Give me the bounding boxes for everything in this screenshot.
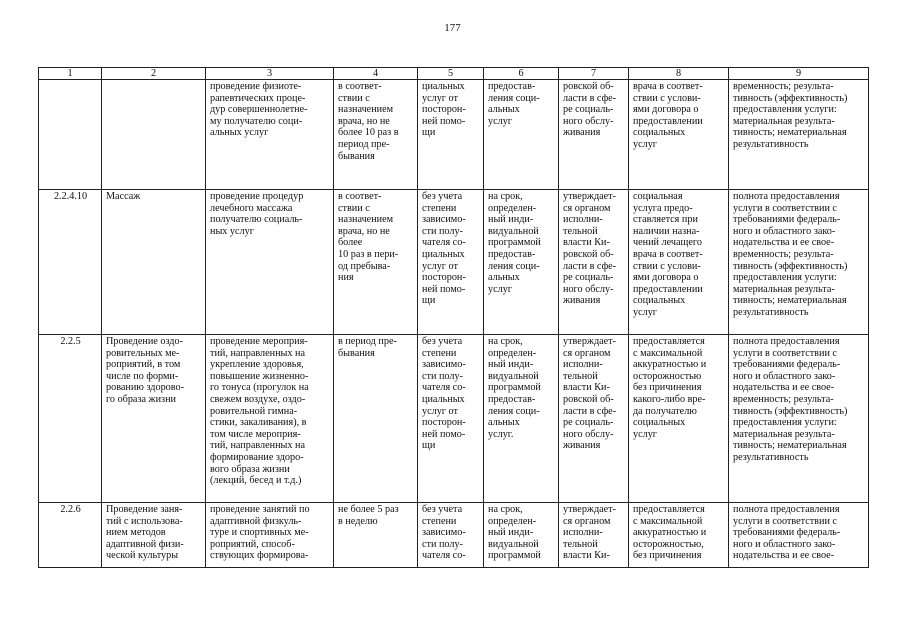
cell-text-line: свежем воздухе, оздо- bbox=[210, 393, 306, 405]
cell-norms bbox=[559, 190, 629, 335]
cell-text-line: нодательства и ее свое- bbox=[733, 550, 835, 562]
cell-text-line: стики, закаливания), в bbox=[210, 417, 307, 429]
cell-text-line: степени bbox=[422, 515, 457, 527]
cell-text-line: услуги в соответствии с bbox=[733, 515, 837, 527]
cell-number bbox=[39, 190, 102, 335]
cell-text-line: рапевтических проце- bbox=[210, 92, 306, 104]
cell-text-line: повышение жизненно- bbox=[210, 370, 309, 382]
cell-text-line: услуга предо- bbox=[633, 202, 693, 214]
cell-text-line: ного обслу- bbox=[563, 283, 614, 295]
cell-text-line: вого образа жизни bbox=[210, 463, 290, 475]
cell-text-line: ровской об- bbox=[563, 393, 614, 405]
cell-text-line: том числе мероприя- bbox=[210, 428, 301, 440]
cell-text-line: материальная результа- bbox=[733, 283, 835, 295]
cell-text-line: услуг bbox=[633, 428, 657, 440]
cell-text-line: роприятий, в том bbox=[106, 359, 181, 371]
cell-text-line: тивность; нематериальная bbox=[733, 127, 847, 139]
cell-quality bbox=[729, 503, 869, 568]
cell-text-line: ного и областного зако- bbox=[733, 225, 836, 237]
cell-text-line: ления соци- bbox=[488, 260, 540, 272]
cell-text-line: услуг bbox=[633, 306, 657, 318]
cell-text-line: предостав- bbox=[488, 248, 536, 260]
cell-text-line: власти Ки- bbox=[563, 237, 610, 249]
cell-text-line: ный инди- bbox=[488, 214, 534, 226]
cell-text-line: альных bbox=[488, 417, 520, 429]
cell-text-line: социальных bbox=[633, 417, 686, 429]
cell-text-line: видуальной bbox=[488, 538, 539, 550]
cell-text-line: чателя со- bbox=[422, 382, 466, 394]
cell-text-line: материальная результа- bbox=[733, 115, 835, 127]
cell-text-line: социальная bbox=[633, 191, 683, 202]
cell-text-line: го образа жизни bbox=[106, 393, 176, 405]
cell-term bbox=[484, 335, 559, 503]
cell-conditions bbox=[629, 190, 729, 335]
cell-text-line: ного и областного зако- bbox=[733, 370, 836, 382]
cell-volume bbox=[334, 335, 418, 503]
cell-text-line: власти Ки- bbox=[563, 382, 610, 394]
cell-text-line: программой bbox=[488, 382, 541, 394]
cell-text-line: исполни- bbox=[563, 527, 603, 539]
cell-description bbox=[206, 503, 334, 568]
cell-service-name bbox=[102, 503, 206, 568]
cell-text-line: проведение физиоте- bbox=[210, 81, 302, 92]
cell-text-line: нодательства и ее свое- bbox=[733, 237, 835, 249]
cell-text-line: му получателю соци- bbox=[210, 115, 303, 127]
cell-text-line: числе по форми- bbox=[106, 370, 179, 382]
cell-text-line: не более 5 раз bbox=[338, 504, 399, 515]
cell-text-line: адаптивной физкуль- bbox=[210, 515, 302, 527]
cell-service-name bbox=[102, 80, 206, 190]
cell-text-line: 2.2.5 bbox=[60, 336, 81, 347]
cell-text-line: ствии с услови- bbox=[633, 260, 701, 272]
cell-text-line: без учета bbox=[422, 336, 463, 347]
cell-volume bbox=[334, 190, 418, 335]
cell-text-line: социальных bbox=[633, 127, 686, 139]
cell-description bbox=[206, 335, 334, 503]
cell-text-line: ствии с bbox=[338, 92, 370, 104]
cell-text-line: зависимо- bbox=[422, 214, 466, 226]
cell-text-line: тивность (эффективность) bbox=[733, 260, 848, 272]
cell-text-line: ления соци- bbox=[488, 405, 540, 417]
header-col-6: 6 bbox=[484, 68, 559, 80]
page-number: 177 bbox=[444, 22, 461, 34]
cell-text-line: (лекций, бесед и т.д.) bbox=[210, 475, 302, 487]
cell-text-line: ный инди- bbox=[488, 359, 534, 371]
cell-text-line: какого-либо вре- bbox=[633, 393, 706, 405]
cell-text-line: на срок, bbox=[488, 191, 523, 202]
table-row bbox=[39, 80, 869, 190]
cell-text-line: утверждает- bbox=[563, 336, 617, 347]
table-row bbox=[39, 335, 869, 503]
cell-tariff bbox=[418, 80, 484, 190]
header-col-5: 5 bbox=[418, 68, 484, 80]
cell-text-line: врача в соответ- bbox=[633, 81, 703, 92]
cell-text-line: од пребыва- bbox=[338, 260, 391, 272]
cell-text-line: да получателю bbox=[633, 405, 697, 417]
cell-text-line: материальная результа- bbox=[733, 428, 835, 440]
cell-text-line: ся органом bbox=[563, 347, 611, 359]
cell-norms bbox=[559, 80, 629, 190]
cell-tariff bbox=[418, 503, 484, 568]
cell-text-line: альных bbox=[488, 272, 520, 284]
cell-number bbox=[39, 503, 102, 568]
cell-text-line: чателя со- bbox=[422, 550, 466, 562]
header-col-3: 3 bbox=[206, 68, 334, 80]
cell-text-line: услуг bbox=[488, 283, 512, 295]
cell-text-line: результативность bbox=[733, 306, 809, 318]
header-col-9: 9 bbox=[729, 68, 869, 80]
cell-text-line: степени bbox=[422, 347, 457, 359]
cell-text-line: временность; результа- bbox=[733, 393, 834, 405]
cell-text-line: циальных bbox=[422, 393, 465, 405]
cell-text-line: полнота предоставления bbox=[733, 336, 840, 347]
cell-term bbox=[484, 80, 559, 190]
cell-text-line: услуг. bbox=[488, 428, 514, 440]
cell-tariff bbox=[418, 190, 484, 335]
cell-conditions bbox=[629, 503, 729, 568]
cell-text-line: ления соци- bbox=[488, 92, 540, 104]
cell-text-line: Проведение заня- bbox=[106, 504, 183, 515]
cell-text-line: тельной bbox=[563, 538, 598, 550]
table-header-row bbox=[39, 68, 869, 80]
cell-text-line: полнота предоставления bbox=[733, 504, 840, 515]
header-col-2: 2 bbox=[102, 68, 206, 80]
cell-text-line: услуг bbox=[633, 138, 657, 150]
cell-text-line: предоставляется bbox=[633, 336, 705, 347]
cell-service-name bbox=[102, 335, 206, 503]
cell-text-line: ре социаль- bbox=[563, 417, 614, 429]
cell-text-line: услуг от bbox=[422, 405, 458, 417]
cell-text-line: ного и областного зако- bbox=[733, 538, 836, 550]
cell-text-line: с максимальной bbox=[633, 515, 703, 527]
cell-text-line: результативность bbox=[733, 138, 809, 150]
cell-text-line: 2.2.6 bbox=[60, 504, 81, 515]
cell-text-line: сти полу- bbox=[422, 225, 463, 237]
cell-text-line: ней помо- bbox=[422, 283, 466, 295]
cell-term bbox=[484, 503, 559, 568]
cell-text-line: го тонуса (прогулок на bbox=[210, 382, 309, 394]
cell-text-line: предоставления услуги: bbox=[733, 417, 837, 429]
cell-text-line: на срок, bbox=[488, 336, 523, 347]
header-col-7: 7 bbox=[559, 68, 629, 80]
cell-text-line: ями договора о bbox=[633, 272, 699, 284]
cell-text-line: ней помо- bbox=[422, 115, 466, 127]
cell-text-line: ровской об- bbox=[563, 248, 614, 260]
cell-text-line: ся органом bbox=[563, 202, 611, 214]
cell-text-line: без учета bbox=[422, 504, 463, 515]
cell-term bbox=[484, 190, 559, 335]
cell-text-line: видуальной bbox=[488, 225, 539, 237]
cell-text-line: программой bbox=[488, 237, 541, 249]
table-row bbox=[39, 503, 869, 568]
cell-text-line: в соответ- bbox=[338, 191, 382, 202]
cell-text-line: определен- bbox=[488, 347, 537, 359]
cell-text-line: посторон- bbox=[422, 272, 466, 284]
cell-text-line: ласти в сфе- bbox=[563, 405, 617, 417]
cell-text-line: тивность; нематериальная bbox=[733, 295, 847, 307]
cell-text-line: предоставлении bbox=[633, 283, 703, 295]
cell-text-line: в соответ- bbox=[338, 81, 382, 92]
cell-text-line: временность; результа- bbox=[733, 81, 834, 92]
cell-text-line: ный инди- bbox=[488, 527, 534, 539]
cell-quality bbox=[729, 80, 869, 190]
cell-text-line: ровительной гимна- bbox=[210, 405, 298, 417]
cell-text-line: степени bbox=[422, 202, 457, 214]
cell-text-line: ласти в сфе- bbox=[563, 92, 617, 104]
cell-text-line: посторон- bbox=[422, 417, 466, 429]
cell-text-line: услуги в соответствии с bbox=[733, 347, 837, 359]
cell-text-line: ровительных ме- bbox=[106, 347, 180, 359]
cell-text-line: назначением bbox=[338, 104, 394, 116]
cell-text-line: Проведение оздо- bbox=[106, 336, 183, 347]
cell-text-line: без причинения bbox=[633, 382, 702, 394]
cell-conditions bbox=[629, 335, 729, 503]
cell-text-line: результативность bbox=[733, 451, 809, 463]
cell-text-line: ями договора о bbox=[633, 104, 699, 116]
cell-text-line: тивность (эффективность) bbox=[733, 405, 848, 417]
cell-text-line: исполни- bbox=[563, 214, 603, 226]
header-col-8: 8 bbox=[629, 68, 729, 80]
cell-text-line: врача в соответ- bbox=[633, 248, 703, 260]
cell-text-line: социальных bbox=[633, 295, 686, 307]
cell-text-line: врача, но не bbox=[338, 225, 390, 237]
cell-text-line: осторожностью bbox=[633, 370, 702, 382]
cell-text-line: услуги в соответствии с bbox=[733, 202, 837, 214]
cell-text-line: назначением bbox=[338, 214, 394, 226]
cell-text-line: ствии с bbox=[338, 202, 370, 214]
cell-text-line: осторожностью, bbox=[633, 538, 704, 550]
cell-text-line: без учета bbox=[422, 191, 463, 202]
cell-description bbox=[206, 190, 334, 335]
cell-text-line: услуг bbox=[488, 115, 512, 127]
cell-text-line: ставляется при bbox=[633, 214, 698, 226]
cell-text-line: нием методов bbox=[106, 527, 166, 539]
cell-text-line: более bbox=[338, 237, 363, 249]
cell-text-line: бывания bbox=[338, 150, 375, 162]
cell-text-line: утверждает- bbox=[563, 504, 617, 515]
cell-text-line: бывания bbox=[338, 347, 375, 359]
cell-text-line: альных услуг bbox=[210, 127, 269, 139]
cell-text-line: тивность; нематериальная bbox=[733, 440, 847, 452]
cell-text-line: период пре- bbox=[338, 138, 390, 150]
cell-text-line: исполни- bbox=[563, 359, 603, 371]
cell-text-line: власти Ки- bbox=[563, 550, 610, 562]
cell-text-line: временность; результа- bbox=[733, 248, 834, 260]
cell-text-line: 2.2.4.10 bbox=[53, 191, 88, 202]
cell-text-line: проведение процедур bbox=[210, 191, 304, 202]
cell-text-line: нодательства и ее свое- bbox=[733, 382, 835, 394]
cell-text-line: зависимо- bbox=[422, 527, 466, 539]
cell-text-line: определен- bbox=[488, 515, 537, 527]
cell-text-line: тий с использова- bbox=[106, 515, 183, 527]
cell-text-line: ре социаль- bbox=[563, 104, 614, 116]
cell-text-line: тий, направленных на bbox=[210, 440, 306, 452]
cell-number bbox=[39, 335, 102, 503]
cell-text-line: предостав- bbox=[488, 393, 536, 405]
cell-text-line: тельной bbox=[563, 225, 598, 237]
header-col-4: 4 bbox=[334, 68, 418, 80]
cell-text-line: ласти в сфе- bbox=[563, 260, 617, 272]
cell-text-line: щи bbox=[422, 440, 436, 452]
header-col-1: 1 bbox=[39, 68, 102, 80]
cell-text-line: формирование здоро- bbox=[210, 451, 304, 463]
cell-text-line: с максимальной bbox=[633, 347, 703, 359]
cell-text-line: ровской об- bbox=[563, 81, 614, 92]
cell-text-line: циальных bbox=[422, 81, 465, 92]
cell-text-line: без причинения bbox=[633, 550, 702, 562]
cell-text-line: лечебного массажа bbox=[210, 202, 293, 214]
cell-text-line: ся органом bbox=[563, 515, 611, 527]
cell-text-line: получателю социаль- bbox=[210, 214, 303, 226]
cell-text-line: дур совершеннолетне- bbox=[210, 104, 308, 116]
cell-quality bbox=[729, 335, 869, 503]
cell-text-line: предоставляется bbox=[633, 504, 705, 515]
cell-text-line: в неделю bbox=[338, 515, 378, 527]
cell-text-line: в период пре- bbox=[338, 336, 397, 347]
cell-norms bbox=[559, 335, 629, 503]
cell-text-line: проведение мероприя- bbox=[210, 336, 308, 347]
cell-text-line: укрепление здоровья, bbox=[210, 359, 304, 371]
cell-text-line: видуальной bbox=[488, 370, 539, 382]
cell-text-line: тивность (эффективность) bbox=[733, 92, 848, 104]
cell-text-line: щи bbox=[422, 127, 436, 139]
cell-text-line: альных bbox=[488, 104, 520, 116]
cell-text-line: туре и спортивных ме- bbox=[210, 527, 309, 539]
cell-text-line: тий, направленных на bbox=[210, 347, 306, 359]
cell-text-line: Массаж bbox=[106, 191, 141, 202]
cell-text-line: ного обслу- bbox=[563, 115, 614, 127]
cell-number bbox=[39, 80, 102, 190]
cell-text-line: 10 раз в пери- bbox=[338, 248, 399, 260]
cell-text-line: наличии назна- bbox=[633, 225, 700, 237]
cell-text-line: аккуратностью и bbox=[633, 359, 707, 371]
table-row bbox=[39, 190, 869, 335]
cell-text-line: чателя со- bbox=[422, 237, 466, 249]
cell-text-line: определен- bbox=[488, 202, 537, 214]
cell-text-line: требованиями федераль- bbox=[733, 527, 841, 539]
cell-text-line: посторон- bbox=[422, 104, 466, 116]
cell-text-line: ствующих формирова- bbox=[210, 550, 309, 562]
cell-text-line: ных услуг bbox=[210, 225, 254, 237]
cell-text-line: живания bbox=[563, 440, 601, 452]
cell-text-line: полнота предоставления bbox=[733, 191, 840, 202]
cell-text-line: более 10 раз в bbox=[338, 127, 399, 139]
cell-description bbox=[206, 80, 334, 190]
cell-text-line: сти полу- bbox=[422, 538, 463, 550]
cell-quality bbox=[729, 190, 869, 335]
cell-text-line: врача, но не bbox=[338, 115, 390, 127]
cell-text-line: предоставления услуги: bbox=[733, 104, 837, 116]
cell-text-line: щи bbox=[422, 295, 436, 307]
cell-text-line: тельной bbox=[563, 370, 598, 382]
cell-text-line: ствии с услови- bbox=[633, 92, 701, 104]
cell-text-line: предоставления услуги: bbox=[733, 272, 837, 284]
cell-text-line: утверждает- bbox=[563, 191, 617, 202]
cell-text-line: программой bbox=[488, 550, 541, 562]
cell-text-line: роприятий, способ- bbox=[210, 538, 295, 550]
cell-text-line: ного обслу- bbox=[563, 428, 614, 440]
cell-text-line: предоставлении bbox=[633, 115, 703, 127]
cell-conditions bbox=[629, 80, 729, 190]
cell-tariff bbox=[418, 335, 484, 503]
cell-text-line: на срок, bbox=[488, 504, 523, 515]
cell-text-line: предостав- bbox=[488, 81, 536, 92]
cell-text-line: сти полу- bbox=[422, 370, 463, 382]
cell-service-name bbox=[102, 190, 206, 335]
cell-text-line: чений лечащего bbox=[633, 237, 702, 249]
cell-text-line: рованию здорово- bbox=[106, 382, 184, 394]
services-table bbox=[38, 67, 869, 568]
cell-text-line: циальных bbox=[422, 248, 465, 260]
cell-text-line: требованиями федераль- bbox=[733, 359, 841, 371]
cell-text-line: требованиями федераль- bbox=[733, 214, 841, 226]
cell-text-line: ческой культуры bbox=[106, 550, 179, 562]
cell-text-line: аккуратностью и bbox=[633, 527, 707, 539]
cell-text-line: ния bbox=[338, 272, 354, 284]
cell-text-line: живания bbox=[563, 127, 601, 139]
cell-text-line: живания bbox=[563, 295, 601, 307]
cell-text-line: ней помо- bbox=[422, 428, 466, 440]
cell-norms bbox=[559, 503, 629, 568]
cell-text-line: услуг от bbox=[422, 92, 458, 104]
cell-text-line: проведение занятий по bbox=[210, 504, 310, 515]
cell-volume bbox=[334, 80, 418, 190]
cell-text-line: адаптивной физи- bbox=[106, 538, 184, 550]
cell-text-line: ре социаль- bbox=[563, 272, 614, 284]
cell-text-line: услуг от bbox=[422, 260, 458, 272]
cell-text-line: зависимо- bbox=[422, 359, 466, 371]
cell-volume bbox=[334, 503, 418, 568]
